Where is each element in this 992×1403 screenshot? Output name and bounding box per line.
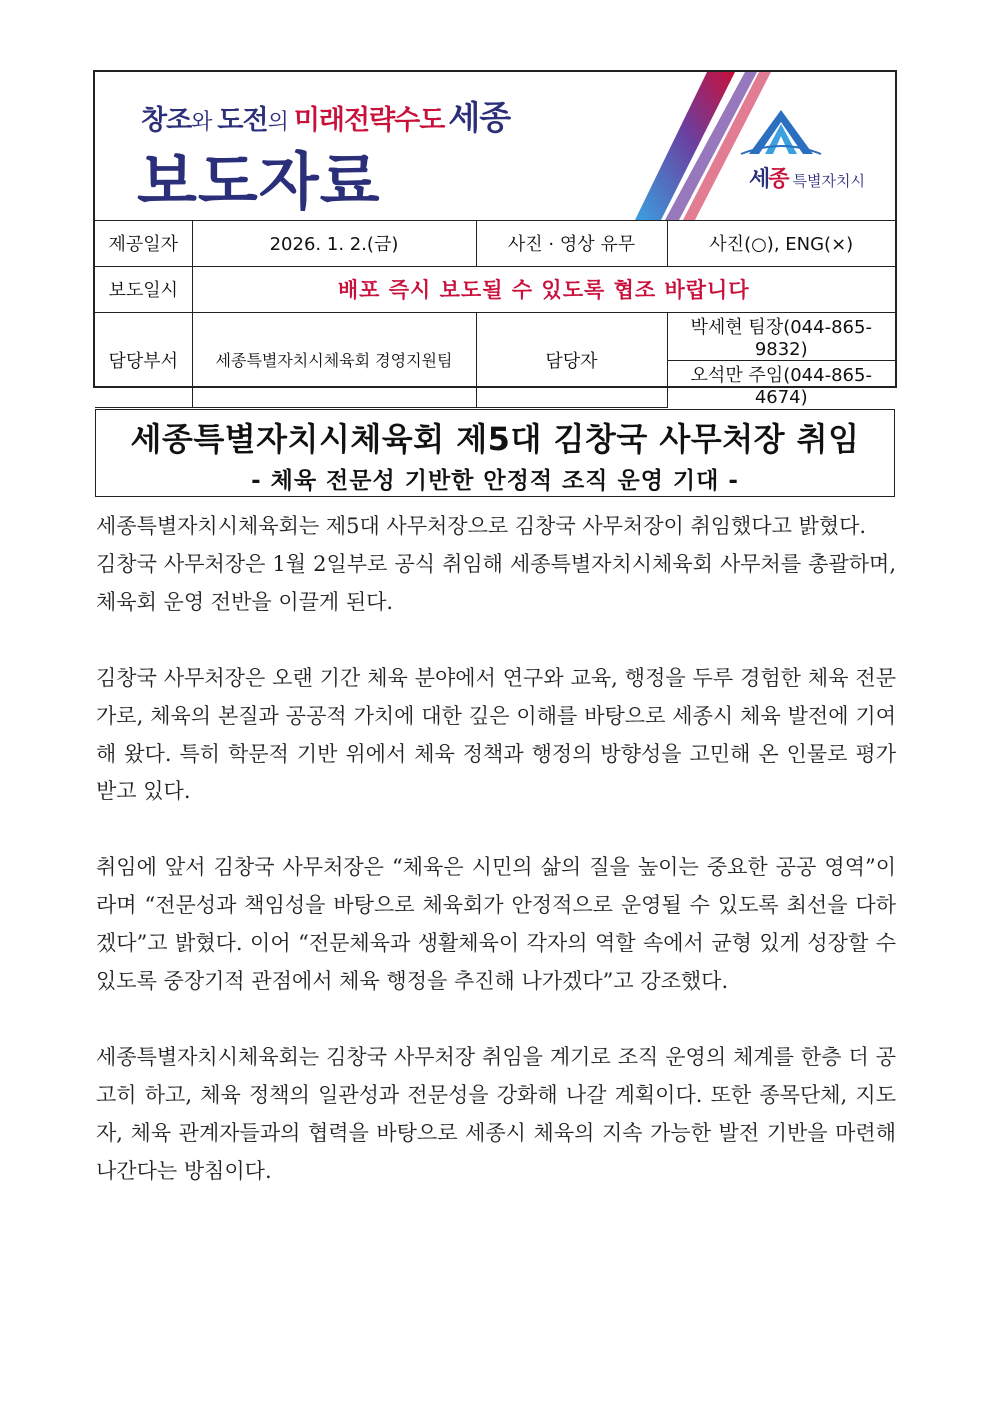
paragraph-gap: [96, 1001, 896, 1039]
sejong-logo-text: [749, 162, 865, 193]
paragraph: 김창국 사무처장은 1월 2일부로 공식 취임해 세종특별자치시체육회 사무처를 총괄하며, 체육회 운영 전반을 이끌게 된다.: [96, 551, 896, 614]
slogan-word: 도전: [217, 105, 268, 136]
contact-label: 담당자: [476, 312, 667, 408]
date-label: 제공일자: [95, 220, 192, 266]
headline-title: 세종특별자치시체육회 제5대 김창국 사무처장 취임: [130, 420, 860, 458]
slogan-word: 의: [267, 110, 294, 135]
dept-value: 세종특별자치시체육회 경영지원팀: [192, 312, 476, 408]
dept-label: 담당부서: [95, 312, 192, 408]
paragraph: 김창국 사무처장은 오랜 기간 체육 분야에서 연구와 교육, 행정을 두루 경험한 체육 전문가로, 체육의 본질과 공공적 가치에 대한 깊은 이해를 바탕으로 세종시 체육 발전에 기여해 왔다. 특히 학문적 기반 위에서 체육 정책과 행정의 방향성을 고민해 온 인물로 평가받고 있다.: [96, 665, 896, 804]
media-label: 사진 · 영상 유무: [476, 220, 667, 266]
paragraph: 취임에 앞서 김창국 사무처장은 “체육은 시민의 삶의 질을 높이는 중요한 공공 영역”이라며 “전문성과 책임성을 바탕으로 체육회가 안정적으로 운영될 수 있도록 최선을 다하겠다”고 밝혔다. 이어 “전문체육과 생활체육이 각자의 역할 속에서 균형 있게 성장할 수 있도록 중장기적 관점에서 체육 행정을 추진해 나가겠다”고 강조했다.: [96, 855, 896, 994]
release-notice: 배포 즉시 보도될 수 있도록 협조 바랍니다: [192, 266, 895, 312]
slogan-word: 창조: [141, 105, 192, 136]
logo-text-part: 종: [768, 167, 790, 192]
slogan-city: 세종: [448, 98, 511, 137]
slogan-word: 미래전략수도: [293, 105, 445, 136]
logo-text-part: 세: [749, 167, 771, 192]
contact-1: 박세현 팀장(044-865-9832): [667, 312, 895, 360]
article-body: [96, 508, 896, 1191]
headline-box: [95, 409, 895, 497]
slogan-word: 와: [191, 110, 218, 135]
sejong-logo-icon: [739, 108, 823, 156]
logo-text-part: 특별자치시: [792, 172, 865, 190]
paragraph: 세종특별자치시체육회는 김창국 사무처장 취임을 계기로 조직 운영의 체계를 한층 더 공고히 하고, 체육 정책의 일관성과 전문성을 강화해 나갈 계획이다. 또한 종목단체, 지도자, 체육 관계자들과의 협력을 바탕으로 세종시 체육의 지속 가능한 발전 기반을 마련해 나간다는 방침이다.: [96, 1044, 896, 1183]
contact-2: 오석만 주임(044-865-4674): [667, 360, 895, 408]
info-table: [95, 220, 895, 408]
press-release-title: 보도자료: [137, 145, 381, 218]
paragraph: 세종특별자치시체육회는 제5대 사무처장으로 김창국 사무처장이 취임했다고 밝혔다.: [96, 514, 867, 538]
paragraph-gap: [96, 622, 896, 660]
press-release-header: [93, 70, 897, 408]
paragraph-gap: [96, 811, 896, 849]
release-label: 보도일시: [95, 266, 192, 312]
headline-subtitle: - 체육 전문성 기반한 안정적 조직 운영 기대 -: [251, 468, 739, 494]
banner: [95, 72, 895, 221]
date-value: 2026. 1. 2.(금): [192, 220, 476, 266]
media-value: 사진(○), ENG(×): [667, 220, 895, 266]
